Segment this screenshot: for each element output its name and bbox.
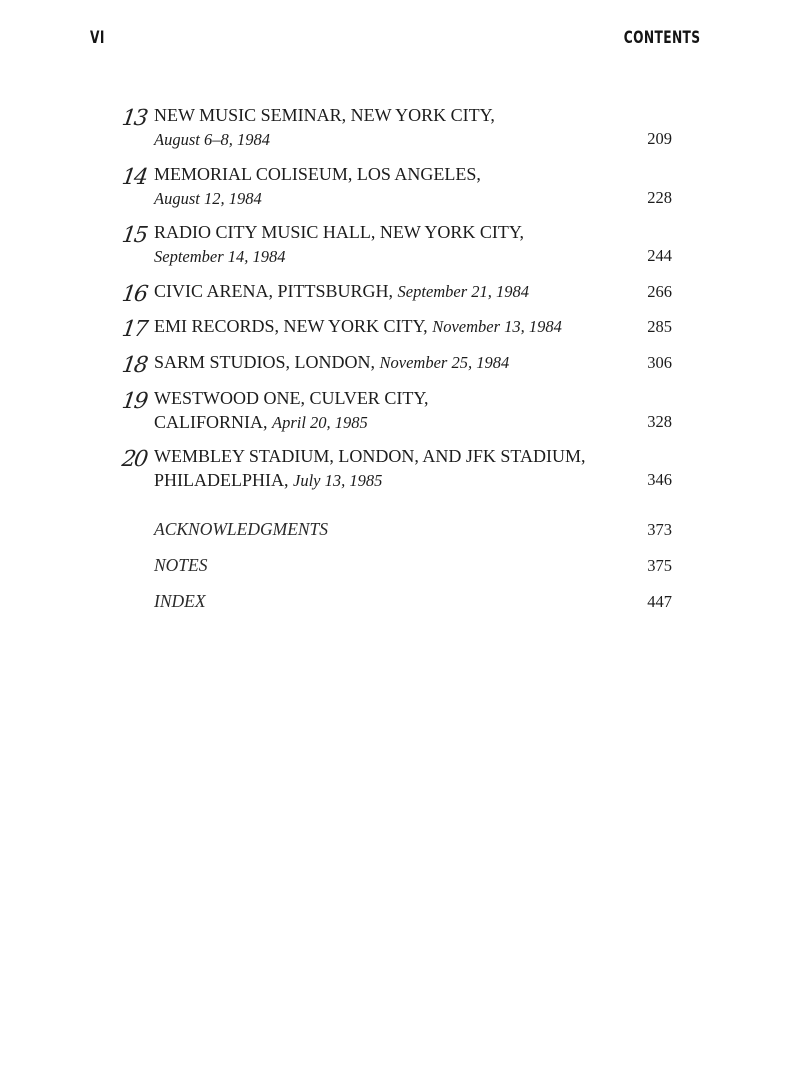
chapter-number: 17	[120, 317, 148, 342]
page-number: 328	[647, 412, 672, 431]
chapter-number: 16	[120, 282, 148, 307]
chapter-date: November 25, 1984	[379, 353, 510, 372]
chapter-title-line1: WESTWOOD ONE, CULVER CITY,	[154, 388, 429, 408]
chapter-number: 15	[120, 223, 148, 248]
chapter-title-block	[154, 104, 624, 151]
chapter-number: 18	[120, 353, 148, 378]
page-folio: VI	[90, 28, 105, 48]
running-header-title: CONTENTS	[623, 28, 700, 48]
page-number: 447	[647, 592, 672, 611]
chapter-title-block	[154, 221, 624, 268]
chapter-title-line1: WEMBLEY STADIUM, LONDON, AND JFK STADIUM,	[154, 446, 586, 466]
chapter-title-block	[154, 315, 624, 339]
page-number: 228	[647, 188, 672, 207]
page-number: 244	[647, 246, 672, 265]
chapter-number: 14	[120, 165, 148, 190]
chapter-title-block	[154, 387, 624, 434]
chapter-date: August 12, 1984	[154, 188, 262, 208]
chapter-title: NEW MUSIC SEMINAR, NEW YORK CITY,	[154, 105, 495, 125]
chapter-title: EMI RECORDS, NEW YORK CITY,	[154, 316, 428, 336]
chapter-title-line2: CALIFORNIA,	[154, 411, 268, 432]
page-number: 373	[647, 520, 672, 539]
page-number: 375	[647, 556, 672, 575]
chapter-title-block	[154, 280, 624, 304]
chapter-date: November 13, 1984	[432, 317, 562, 336]
chapter-title: RADIO CITY MUSIC HALL, NEW YORK CITY,	[154, 222, 524, 242]
back-matter-label: INDEX	[154, 591, 206, 611]
back-matter-label: NOTES	[154, 555, 208, 575]
chapter-date: August 6–8, 1984	[154, 129, 270, 149]
chapter-date: July 13, 1985	[293, 470, 383, 490]
chapter-number: 20	[120, 447, 148, 472]
chapter-title-block	[154, 351, 624, 375]
chapter-number: 13	[120, 106, 148, 131]
page-number: 285	[647, 317, 672, 336]
chapter-title-block	[154, 163, 624, 210]
page-number: 266	[647, 282, 672, 301]
chapter-date: April 20, 1985	[272, 412, 368, 432]
back-matter-label: ACKNOWLEDGMENTS	[154, 519, 329, 539]
chapter-date: September 14, 1984	[154, 246, 286, 266]
chapter-title: MEMORIAL COLISEUM, LOS ANGELES,	[154, 164, 481, 184]
chapter-title-line2: PHILADELPHIA,	[154, 469, 289, 490]
page-number: 346	[647, 470, 672, 489]
chapter-title: SARM STUDIOS, LONDON,	[154, 352, 376, 372]
chapter-date: September 21, 1984	[397, 282, 530, 301]
chapter-number: 19	[120, 389, 148, 414]
page-number: 306	[647, 353, 672, 372]
chapter-title: CIVIC ARENA, PITTSBURGH,	[154, 281, 394, 301]
page-number: 209	[647, 129, 672, 148]
chapter-title-block	[154, 445, 624, 492]
